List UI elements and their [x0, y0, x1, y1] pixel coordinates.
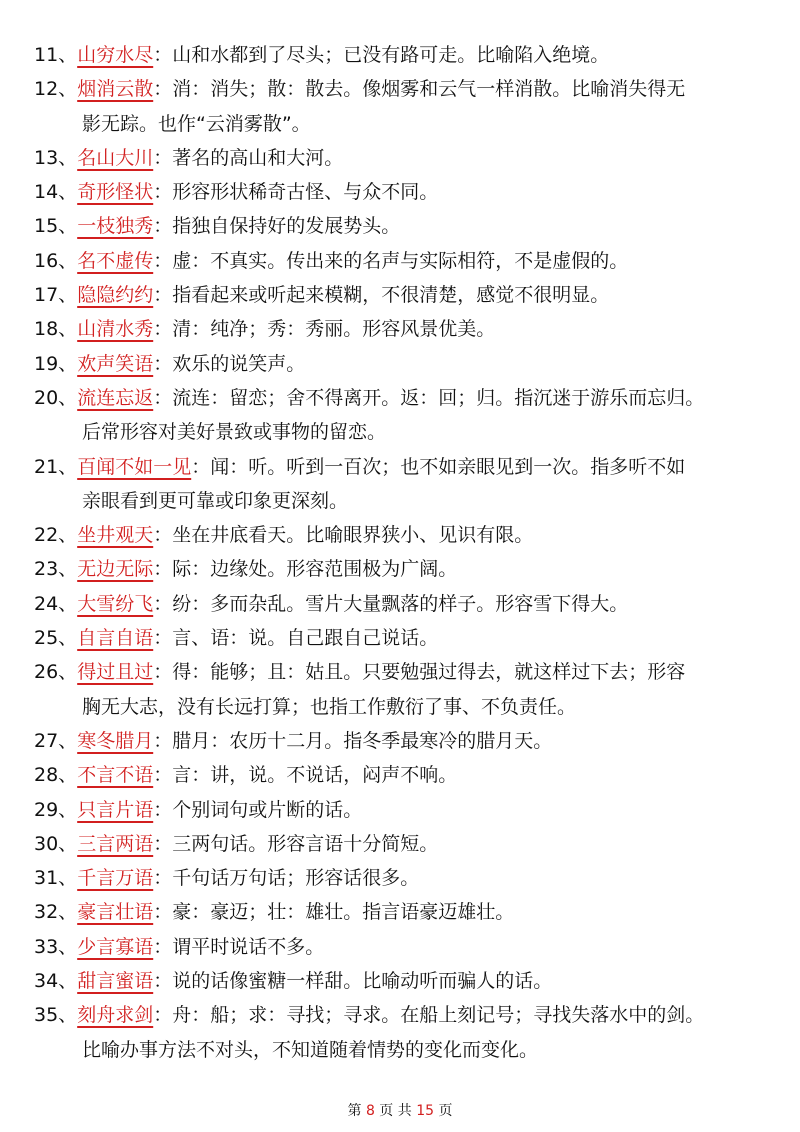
idiom-definition: ：舟：船；求：寻找；寻求。在船上刻记号；寻找失落水中的剑。: [153, 1004, 705, 1027]
idiom-entry: [0, 209, 800, 243]
entry-number: 18、: [34, 318, 78, 341]
idiom-definition: ：山和水都到了尽头；已没有路可走。比喻陷入绝境。: [153, 44, 610, 66]
footer-middle: 页 共: [374, 1103, 417, 1119]
entry-first-line: [34, 347, 800, 381]
idiom-definition: ：闻：听。听到一百次；也不如亲眼见到一次。指多听不如: [191, 455, 686, 478]
idiom-definition-continued: 比喻办事方法不对头，不知道随着情势的变化而变化。: [82, 1038, 539, 1061]
idiom-entry: [0, 793, 800, 827]
idiom-term: 欢声笑语: [77, 352, 154, 375]
idiom-definition: ：豪：豪迈；壮：雄壮。指言语豪迈雄壮。: [153, 901, 515, 924]
entry-number: 12、: [34, 78, 78, 101]
entry-number: 29、: [34, 798, 78, 821]
entry-first-line: [34, 793, 800, 827]
entry-first-line: [34, 72, 800, 106]
idiom-entry: [0, 381, 800, 450]
idiom-entry: [0, 998, 800, 1067]
entry-first-line: [34, 175, 800, 209]
entry-first-line: [34, 244, 800, 278]
idiom-term: 只言片语: [77, 798, 154, 821]
total-page-number: 15: [416, 1103, 435, 1119]
entry-first-line: [34, 655, 800, 689]
entry-number: 17、: [34, 284, 78, 307]
idiom-entry: [0, 758, 800, 792]
entry-first-line: [34, 621, 800, 655]
entry-first-line: [34, 930, 800, 964]
entry-number: 25、: [34, 627, 78, 650]
idiom-term: 自言自语: [77, 627, 154, 650]
entry-number: 19、: [34, 352, 78, 375]
idiom-entry: [0, 964, 800, 998]
idiom-definition: ：著名的高山和大河。: [153, 146, 344, 169]
idiom-definition: ：说的话像蜜糖一样甜。比喻动听而骗人的话。: [153, 970, 553, 993]
idiom-entry: [0, 827, 800, 861]
idiom-entry: [0, 552, 800, 586]
idiom-entry: [0, 930, 800, 964]
idiom-term: 烟消云散: [77, 78, 154, 101]
entry-first-line: [34, 587, 800, 621]
current-page-number: 8: [365, 1103, 375, 1119]
entry-number: 31、: [34, 867, 78, 890]
footer-suffix: 页: [434, 1103, 453, 1119]
idiom-entry: [0, 38, 800, 72]
idiom-term: 隐隐约约: [77, 284, 154, 307]
idiom-term: 一枝独秀: [77, 215, 154, 238]
entry-number: 27、: [34, 729, 78, 752]
idiom-definition-continued: 胸无大志，没有长远打算；也指工作敷衍了事、不负责任。: [82, 695, 577, 718]
idiom-term: 百闻不如一见: [77, 455, 192, 478]
idiom-definition: ：欢乐的说笑声。: [153, 352, 306, 375]
entry-first-line: [34, 141, 800, 175]
entry-number: 28、: [34, 764, 78, 787]
idiom-definition: ：坐在井底看天。比喻眼界狭小、见识有限。: [153, 524, 534, 547]
idiom-entry: [0, 587, 800, 621]
idiom-term: 得过且过: [77, 661, 154, 684]
idiom-term: 坐井观天: [77, 524, 154, 547]
entry-first-line: [34, 758, 800, 792]
idiom-term: 名山大川: [77, 146, 154, 169]
idiom-definition: ：言：讲，说。不说话，闷声不响。: [153, 764, 458, 787]
idiom-list: [0, 38, 800, 1067]
idiom-definition: ：形容形状稀奇古怪、与众不同。: [153, 181, 439, 204]
idiom-entry: [0, 72, 800, 141]
idiom-entry: [0, 175, 800, 209]
entry-first-line: [34, 381, 800, 415]
idiom-entry: [0, 312, 800, 346]
entry-number: 16、: [34, 249, 78, 272]
entry-number: 24、: [34, 592, 78, 615]
idiom-entry: [0, 244, 800, 278]
idiom-definition: ：清：纯净；秀：秀丽。形容风景优美。: [153, 318, 496, 341]
idiom-term: 流连忘返: [77, 386, 154, 409]
entry-first-line: [34, 827, 800, 861]
idiom-definition: ：纷：多而杂乱。雪片大量飘落的样子。形容雪下得大。: [153, 592, 629, 615]
idiom-term: 不言不语: [77, 764, 154, 787]
idiom-definition-continued: 亲眼看到更可靠或印象更深刻。: [82, 489, 349, 512]
entry-first-line: [34, 895, 800, 929]
idiom-definition-continued: 后常形容对美好景致或事物的留恋。: [82, 421, 387, 444]
idiom-definition: ：千句话万句话；形容话很多。: [153, 867, 420, 890]
entry-number: 13、: [34, 146, 78, 169]
idiom-entry: [0, 621, 800, 655]
idiom-definition: ：虚：不真实。传出来的名声与实际相符，不是虚假的。: [153, 249, 629, 272]
entry-number: 30、: [34, 832, 78, 855]
entry-number: 33、: [34, 935, 78, 958]
idiom-entry: [0, 450, 800, 519]
idiom-term: 刻舟求剑: [77, 1004, 154, 1027]
entry-first-line: [34, 38, 800, 72]
entry-number: 22、: [34, 524, 78, 547]
entry-first-line: [34, 998, 800, 1032]
idiom-term: 无边无际: [77, 558, 154, 581]
idiom-term: 大雪纷飞: [77, 592, 154, 615]
entry-first-line: [34, 209, 800, 243]
footer-prefix: 第: [347, 1103, 366, 1119]
entry-number: 23、: [34, 558, 78, 581]
idiom-entry: [0, 141, 800, 175]
entry-first-line: [34, 861, 800, 895]
entry-number: 35、: [34, 1004, 78, 1027]
idiom-definition: ：指独自保持好的发展势头。: [153, 215, 401, 238]
entry-number: 21、: [34, 455, 78, 478]
page-footer: [0, 1100, 800, 1120]
idiom-entry: [0, 347, 800, 381]
entry-number: 14、: [34, 181, 78, 204]
idiom-term: 甜言蜜语: [77, 970, 154, 993]
idiom-term: 奇形怪状: [77, 181, 154, 204]
idiom-definition: ：得：能够；且：姑且。只要勉强过得去，就这样过下去；形容: [153, 661, 686, 684]
idiom-definition: ：三两句话。形容言语十分简短。: [153, 832, 439, 855]
idiom-entry: [0, 655, 800, 724]
idiom-entry: [0, 518, 800, 552]
idiom-definition: ：流连：留恋；舍不得离开。返：回；归。指沉迷于游乐而忘归。: [153, 386, 705, 409]
idiom-definition: ：消：消失；散：散去。像烟雾和云气一样消散。比喻消失得无: [153, 78, 686, 101]
idiom-definition: ：指看起来或听起来模糊，不很清楚，感觉不很明显。: [153, 284, 610, 307]
idiom-entry: [0, 724, 800, 758]
entry-first-line: [34, 518, 800, 552]
idiom-definition: ：腊月：农历十二月。指冬季最寒冷的腊月天。: [153, 729, 553, 752]
idiom-term: 千言万语: [77, 867, 154, 890]
idiom-term: 少言寡语: [77, 935, 154, 958]
entry-first-line: [34, 312, 800, 346]
entry-first-line: [34, 552, 800, 586]
idiom-term: 三言两语: [77, 832, 154, 855]
idiom-definition: ：谓平时说话不多。: [153, 935, 325, 958]
idiom-term: 山穷水尽: [77, 44, 154, 66]
entry-number: 15、: [34, 215, 78, 238]
idiom-definition: ：言、语：说。自己跟自己说话。: [153, 627, 439, 650]
idiom-term: 名不虚传: [77, 249, 154, 272]
entry-number: 20、: [34, 386, 78, 409]
idiom-definition: ：际：边缘处。形容范围极为广阔。: [153, 558, 458, 581]
entry-number: 32、: [34, 901, 78, 924]
idiom-term: 山清水秀: [77, 318, 154, 341]
idiom-term: 寒冬腊月: [77, 729, 154, 752]
idiom-entry: [0, 895, 800, 929]
idiom-entry: [0, 278, 800, 312]
idiom-term: 豪言壮语: [77, 901, 154, 924]
idiom-entry: [0, 861, 800, 895]
entry-number: 26、: [34, 661, 78, 684]
entry-first-line: [34, 450, 800, 484]
entry-number: 11、: [34, 44, 78, 66]
entry-first-line: [34, 964, 800, 998]
idiom-definition: ：个别词句或片断的话。: [153, 798, 363, 821]
entry-first-line: [34, 278, 800, 312]
entry-number: 34、: [34, 970, 78, 993]
idiom-definition-continued: 影无踪。也作“云消雾散”。: [82, 112, 311, 135]
entry-first-line: [34, 724, 800, 758]
